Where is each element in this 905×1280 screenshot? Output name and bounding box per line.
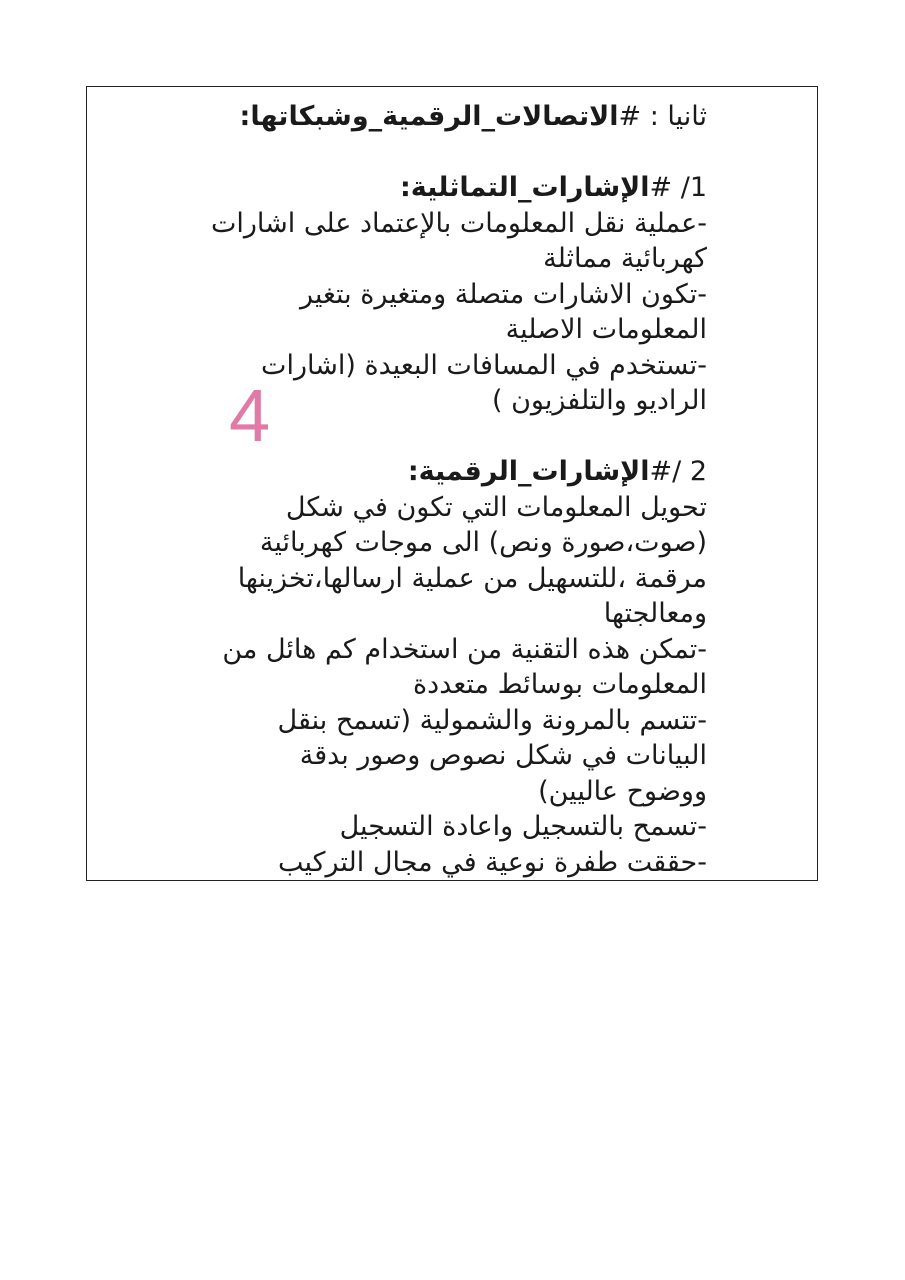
section-2-line: ومعالجتها [603, 598, 707, 629]
page-number: 4 [229, 374, 271, 457]
text-block [187, 99, 707, 880]
section-2-line: -حققت طفرة نوعية في مجال التركيب [278, 846, 707, 878]
section-2-title: الإشارات_الرقمية: [407, 456, 650, 487]
section-1-line: المعلومات الاصلية [505, 314, 707, 345]
section-2-line: -تمكن هذه التقنية من استخدام كم هائل من [222, 633, 707, 665]
section-1-title: الإشارات_التماثلية: [400, 172, 650, 203]
section-2-line: -تسمح بالتسجيل واعادة التسجيل [339, 811, 707, 842]
section-1-line: الراديو والتلفزيون ) [491, 385, 707, 416]
section-2-line: ووضوح عاليين) [538, 775, 707, 807]
section-1-number: 1/ # [649, 172, 707, 203]
section-1-line: كهربائية مماثلة [543, 243, 707, 274]
heading-line [187, 99, 707, 135]
content-frame [86, 86, 818, 881]
section-2-line: مرقمة ،للتسهيل من عملية ارسالها،تخزينها [237, 562, 707, 594]
section-1-heading [187, 170, 707, 206]
section-1-line: -تكون الاشارات متصلة ومتغيرة بتغير [299, 278, 707, 310]
section-2-number: 2 /# [649, 456, 707, 487]
section-2-line: المعلومات بوسائط متعددة [413, 669, 707, 700]
heading-prefix: ثانيا : # [618, 101, 707, 132]
section-2-line: (صوت،صورة ونص) الى موجات كهربائية [259, 527, 707, 558]
section-1-line: -تستخدم في المسافات البعيدة (اشارات [261, 349, 707, 381]
section-2-line: -تتسم بالمرونة والشمولية (تسمح بنقل [277, 704, 707, 736]
spacer [187, 135, 707, 171]
section-2-heading [187, 454, 707, 490]
section-2-line: البيانات في شكل نصوص وصور بدقة [299, 740, 707, 771]
heading-title: الاتصالات_الرقمية_وشبكاتها: [239, 101, 619, 132]
section-1-line: -عملية نقل المعلومات بالإعتماد على اشارات [210, 207, 707, 239]
section-2-line: تحويل المعلومات التي تكون في شكل [285, 491, 707, 523]
spacer [187, 419, 707, 455]
